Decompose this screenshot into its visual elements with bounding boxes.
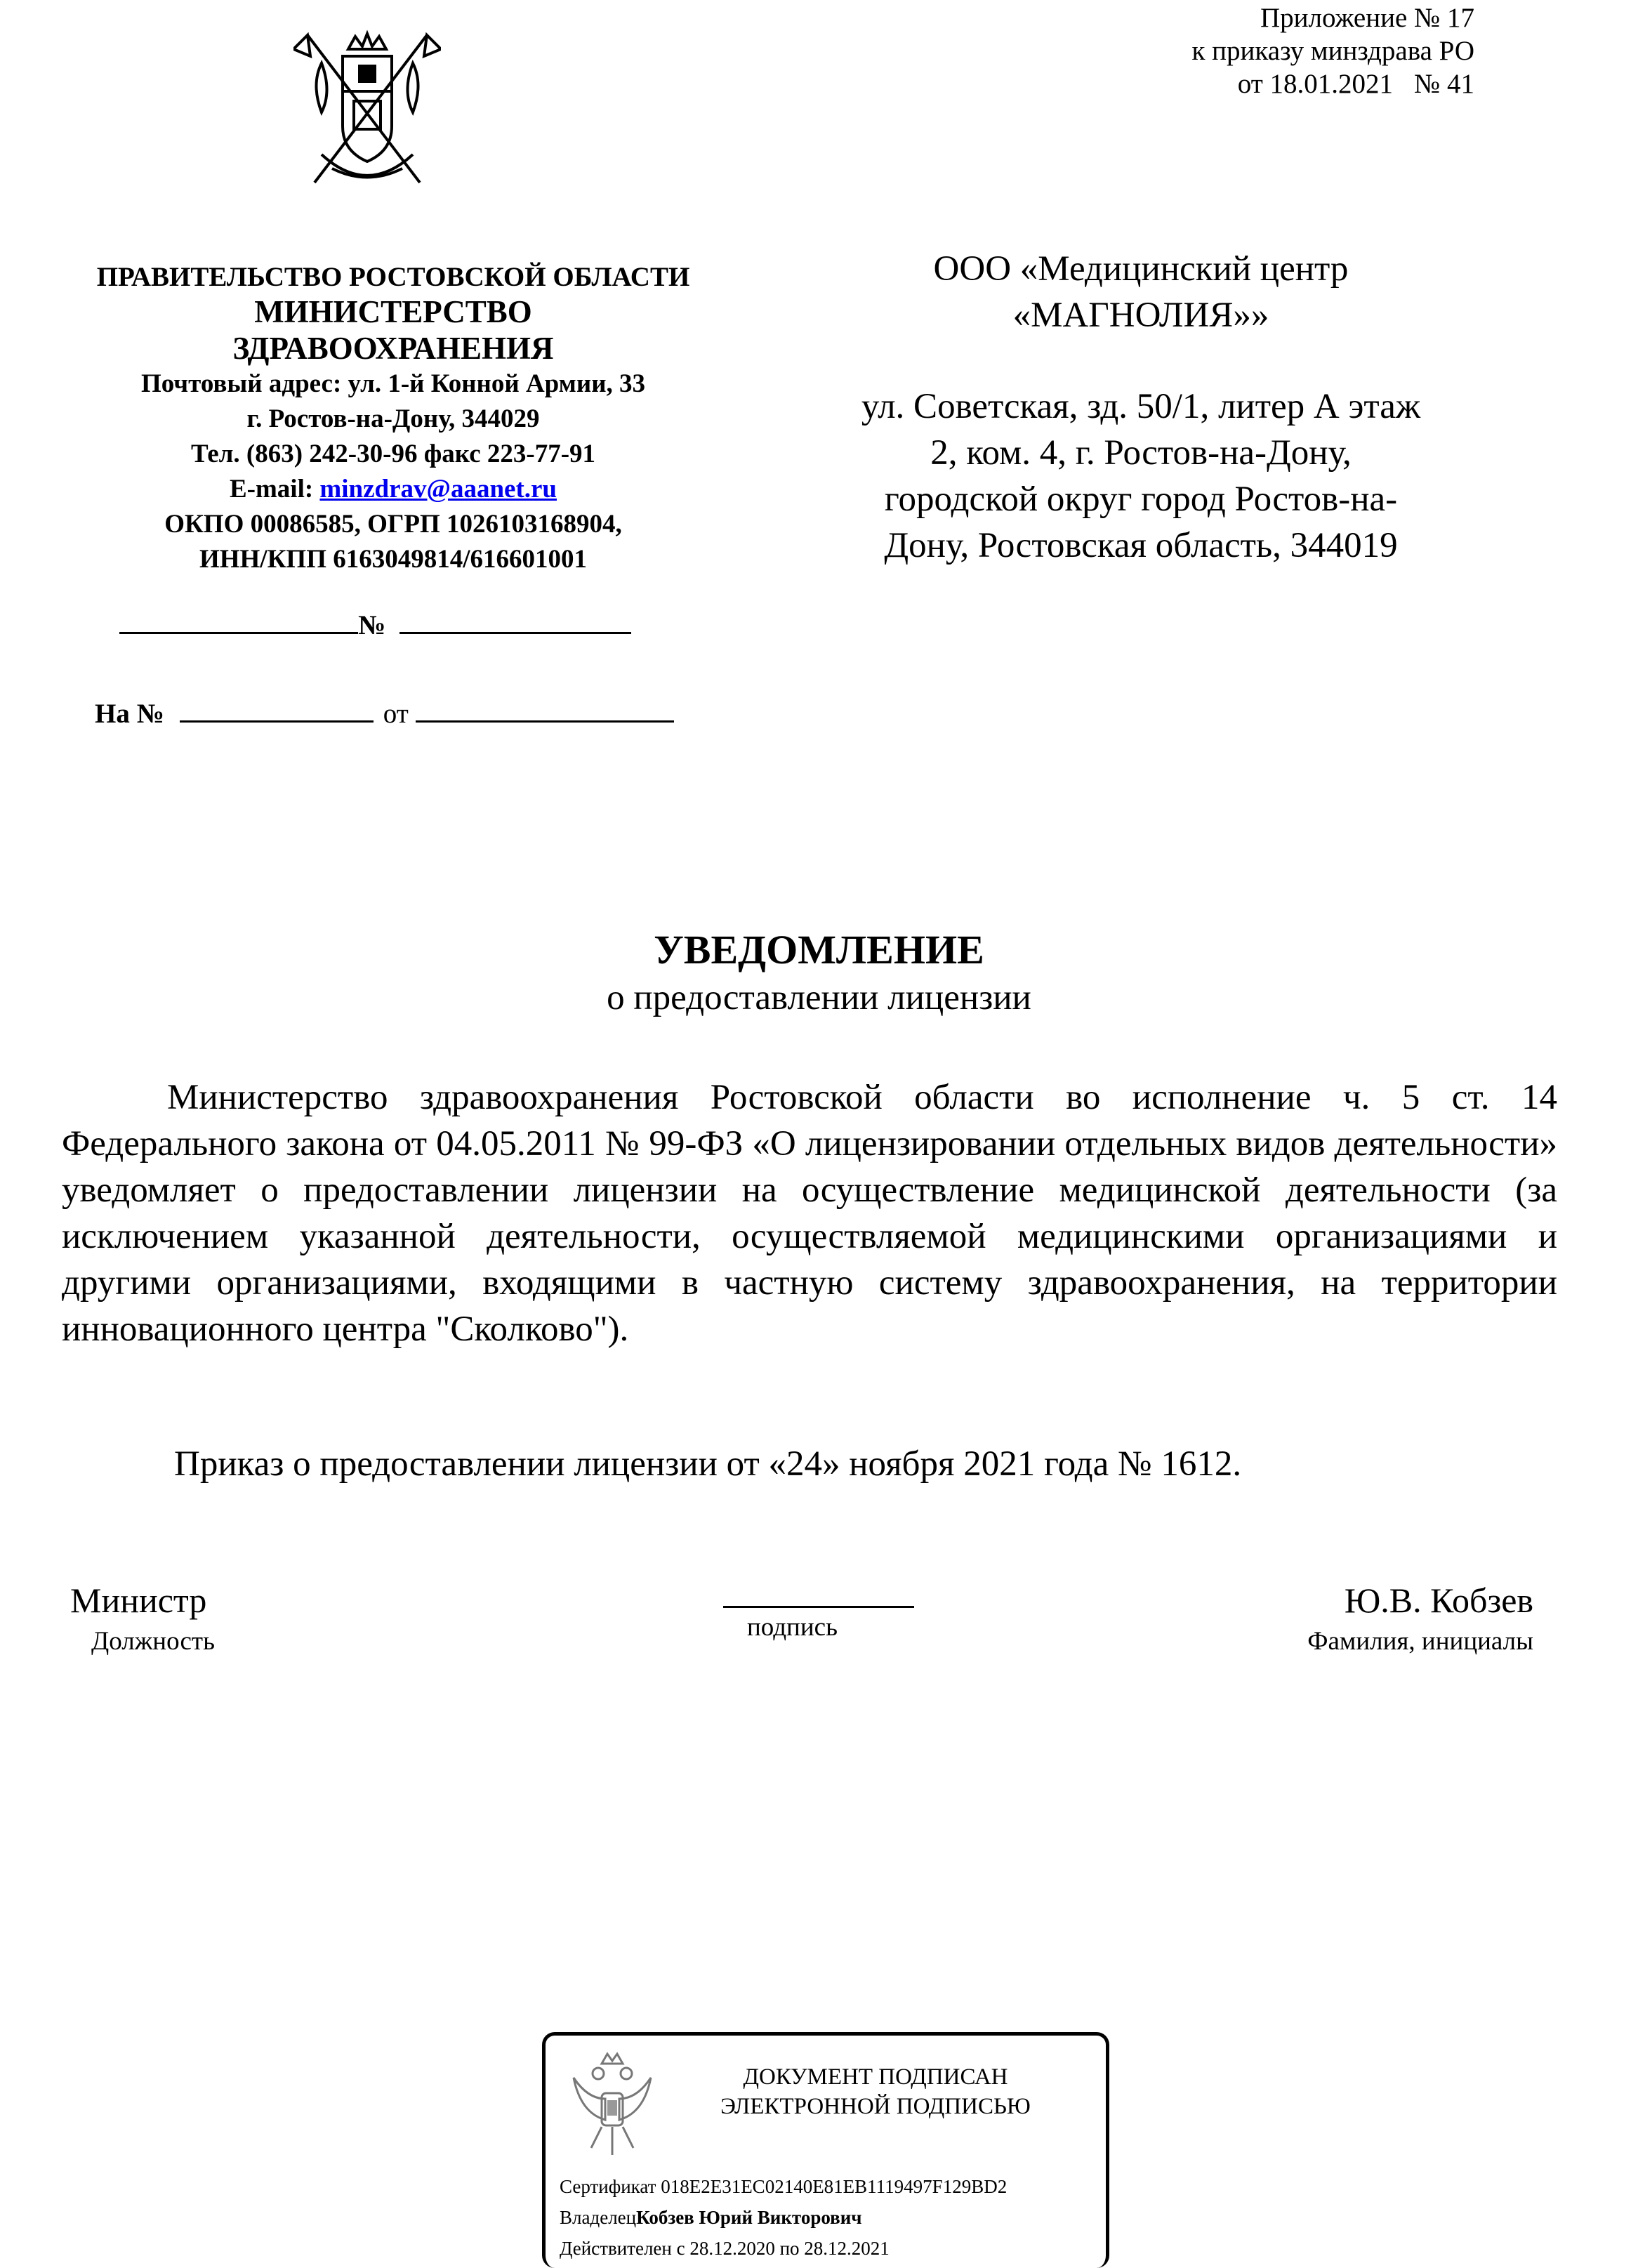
- phone-fax: Тел. (863) 242-30-96 факс 223-77-91: [190, 440, 596, 468]
- okpo-ogrp: ОКПО 00086585, ОГРП 1026103168904,: [164, 510, 622, 539]
- reply-date-blank: [416, 695, 674, 723]
- recipient-address-line1: ул. Советская, зд. 50/1, литер А этаж: [861, 387, 1421, 426]
- reply-reference-line: [95, 695, 674, 730]
- recipient-address-line3: городской округ город Ростов-на-: [884, 480, 1398, 519]
- position-caption: Должность: [91, 1627, 215, 1656]
- government-name: ПРАВИТЕЛЬСТВО РОСТОВСКОЙ ОБЛАСТИ: [96, 262, 690, 292]
- reply-number-label: На №: [95, 699, 164, 729]
- stamp-heading-line2: ЭЛЕКТРОННОЙ ПОДПИСЬЮ: [720, 2094, 1031, 2119]
- recipient-name-line1: ООО «Медицинский центр: [933, 249, 1349, 289]
- body-paragraph: Министерство здравоохранения Ростовской области во исполнение ч. 5 ст. 14 Федерального закона от 04.05.2011 № 99-ФЗ «О лицензировании отдельных видов деятельности» уведомляет о предоставлении лицензии на осуществление медицинской деятельности (за исключением указанной деятельности, осуществляемой медицинскими организациями и другими организациями, входящими в частную систему здравоохранения, на территории инновационного центра "Сколково").: [62, 1078, 1557, 1349]
- reg-number-label: №: [358, 610, 386, 640]
- stamp-heading: [665, 2062, 1086, 2121]
- recipient-address-line4: Дону, Ростовская область, 344019: [884, 526, 1398, 565]
- name-caption: Фамилия, инициалы: [1307, 1627, 1533, 1656]
- stamp-heading-line1: ДОКУМЕНТ ПОДПИСАН: [743, 2064, 1008, 2090]
- title-subheading: о предоставлении лицензии: [607, 978, 1031, 1017]
- title-heading: УВЕДОМЛЕНИЕ: [654, 927, 984, 973]
- postal-address-line1: Почтовый адрес: ул. 1-й Конной Армии, 33: [140, 369, 646, 398]
- recipient-block: [807, 246, 1474, 569]
- stamp-validity: Действителен с 28.12.2020 по 28.12.2021: [560, 2238, 890, 2259]
- appendix-line2: к приказу минздрава РО: [1191, 36, 1474, 66]
- appendix-date: от 18.01.2021: [1237, 69, 1394, 99]
- email-label: E-mail:: [229, 475, 320, 503]
- stamp-certificate: Сертификат 018E2E31EC02140E81EB1119497F129BD2: [560, 2176, 1008, 2197]
- electronic-signature-stamp: [542, 2032, 1109, 2268]
- reply-from-label: от: [383, 699, 409, 729]
- signer-position: Министр: [70, 1581, 207, 1620]
- inn-kpp: ИНН/КПП 6163049814/616601001: [199, 545, 588, 574]
- email-line: [42, 472, 744, 507]
- reply-number-blank: [180, 695, 374, 723]
- ministry-name-line1: МИНИСТЕРСТВО: [254, 294, 532, 329]
- sender-block: [42, 261, 744, 577]
- reg-number-blank: [399, 607, 631, 634]
- appendix-line1: Приложение № 17: [1260, 3, 1474, 33]
- recipient-name-line2: «МАГНОЛИЯ»»: [1012, 296, 1269, 335]
- registration-number-line: [119, 607, 631, 641]
- recipient-address-line2: 2, ком. 4, г. Ростов-на-Дону,: [930, 433, 1352, 473]
- signer-name: Ю.В. Кобзев: [1344, 1581, 1533, 1620]
- document-title: [0, 925, 1638, 1021]
- coat-of-arms-icon: [293, 28, 441, 190]
- postal-address-line2: г. Ростов-на-Дону, 344029: [246, 404, 540, 433]
- appendix-number: № 41: [1414, 69, 1474, 99]
- ministry-name-line2: ЗДРАВООХРАНЕНИЯ: [232, 331, 554, 366]
- signature-line: [723, 1606, 914, 1608]
- order-paragraph: Приказ о предоставлении лицензии от «24» ноября 2021 года № 1612.: [174, 1444, 1242, 1484]
- appendix-note: [1053, 1, 1474, 100]
- signature-caption: подпись: [747, 1613, 838, 1642]
- appendix-line3: [1053, 67, 1474, 100]
- reg-date-blank: [119, 607, 358, 634]
- stamp-owner-name: Кобзев Юрий Викторович: [636, 2207, 862, 2228]
- double-headed-eagle-icon: [567, 2050, 658, 2162]
- stamp-owner-line: [560, 2207, 862, 2229]
- email-link[interactable]: minzdrav@aaanet.ru: [319, 475, 557, 503]
- stamp-owner-label: Владелец: [560, 2207, 637, 2228]
